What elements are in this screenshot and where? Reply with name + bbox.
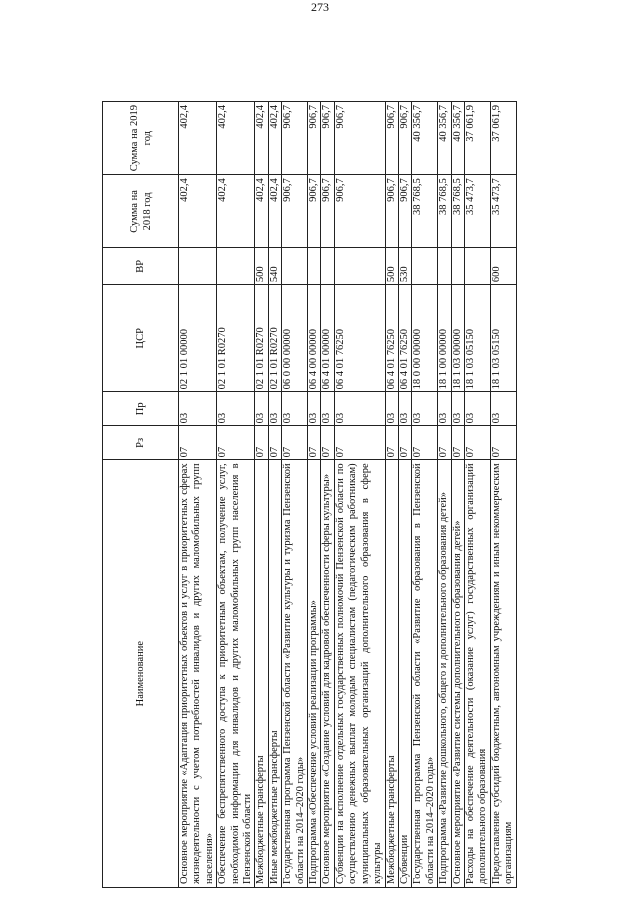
table-row bbox=[438, 102, 451, 888]
pr-cell: 03 bbox=[308, 392, 321, 426]
table-row bbox=[255, 102, 268, 888]
vr-cell: 500 bbox=[385, 248, 398, 285]
csr-cell: 18 1 03 00000 bbox=[451, 285, 464, 392]
sum-2018-cell: 38 768,5 bbox=[412, 175, 438, 248]
vr-cell bbox=[451, 248, 464, 285]
sum-2018-cell: 38 768,5 bbox=[438, 175, 451, 248]
pr-cell: 03 bbox=[464, 392, 490, 426]
pr-cell: 03 bbox=[438, 392, 451, 426]
csr-cell: 06 4 01 00000 bbox=[321, 285, 334, 392]
header-csr: ЦСР bbox=[103, 285, 179, 392]
sum-2019-cell: 37 061,9 bbox=[490, 102, 516, 175]
csr-cell: 18 1 03 05150 bbox=[490, 285, 516, 392]
table-row bbox=[268, 102, 281, 888]
sum-2018-cell: 35 473,7 bbox=[490, 175, 516, 248]
name-cell: Обеспечение беспрепятственного доступа к приоритетным объектам, получение услуг, необходимой информации для инвалидов и других маломобильных групп населения в Пензенской области bbox=[217, 460, 255, 888]
sum-2018-cell: 35 473,7 bbox=[464, 175, 490, 248]
sum-2018-cell: 906,7 bbox=[282, 175, 308, 248]
rz-cell: 07 bbox=[217, 426, 255, 460]
table-row bbox=[464, 102, 490, 888]
vr-cell: 600 bbox=[490, 248, 516, 285]
sum-2018-cell: 906,7 bbox=[334, 175, 385, 248]
sum-2019-cell: 40 356,7 bbox=[451, 102, 464, 175]
vr-cell bbox=[464, 248, 490, 285]
table-row bbox=[385, 102, 398, 888]
header-row bbox=[103, 102, 179, 888]
sum-2018-cell: 402,4 bbox=[268, 175, 281, 248]
name-cell: Подпрограмма «Обеспечение условий реализации программы» bbox=[308, 460, 321, 888]
vr-cell: 530 bbox=[398, 248, 411, 285]
rz-cell: 07 bbox=[179, 426, 217, 460]
pr-cell: 03 bbox=[451, 392, 464, 426]
header-sum-2019: Сумма на 2019 год bbox=[103, 102, 179, 175]
csr-cell: 06 4 01 76250 bbox=[334, 285, 385, 392]
pr-cell: 03 bbox=[282, 392, 308, 426]
vr-cell bbox=[308, 248, 321, 285]
page-number: 273 bbox=[311, 0, 329, 14]
rz-cell: 07 bbox=[451, 426, 464, 460]
sum-2018-cell: 906,7 bbox=[308, 175, 321, 248]
pr-cell: 03 bbox=[179, 392, 217, 426]
budget-table bbox=[102, 101, 517, 888]
sum-2018-cell: 906,7 bbox=[385, 175, 398, 248]
csr-cell: 02 1 01 00000 bbox=[179, 285, 217, 392]
sum-2019-cell: 906,7 bbox=[321, 102, 334, 175]
sum-2018-cell: 906,7 bbox=[398, 175, 411, 248]
sum-2018-cell: 402,4 bbox=[217, 175, 255, 248]
vr-cell bbox=[438, 248, 451, 285]
name-cell: Субвенции bbox=[398, 460, 411, 888]
rz-cell: 07 bbox=[438, 426, 451, 460]
sum-2019-cell: 906,7 bbox=[334, 102, 385, 175]
sum-2019-cell: 906,7 bbox=[308, 102, 321, 175]
rz-cell: 07 bbox=[255, 426, 268, 460]
name-cell: Субвенции на исполнение отдельных государственных полномочий Пензенской области по осуществлению денежных выплат молодым специалистам (педагогическим работникам) муниципальных образовательных организаций дополнительного образования в сфере культуры bbox=[334, 460, 385, 888]
name-cell: Подпрограмма «Развитие дошкольного, общего и дополнительного образования детей» bbox=[438, 460, 451, 888]
pr-cell: 03 bbox=[321, 392, 334, 426]
csr-cell: 18 1 03 05150 bbox=[464, 285, 490, 392]
table-row bbox=[334, 102, 385, 888]
rz-cell: 07 bbox=[321, 426, 334, 460]
sum-2018-cell: 906,7 bbox=[321, 175, 334, 248]
name-cell: Межбюджетные трансферты bbox=[255, 460, 268, 888]
sum-2019-cell: 40 356,7 bbox=[412, 102, 438, 175]
table-row bbox=[451, 102, 464, 888]
vr-cell bbox=[412, 248, 438, 285]
sum-2019-cell: 906,7 bbox=[385, 102, 398, 175]
table-row bbox=[282, 102, 308, 888]
name-cell: Межбюджетные трансферты bbox=[385, 460, 398, 888]
vr-cell bbox=[179, 248, 217, 285]
sum-2019-cell: 906,7 bbox=[398, 102, 411, 175]
csr-cell: 02 1 01 R0270 bbox=[255, 285, 268, 392]
header-pr: Пр bbox=[103, 392, 179, 426]
rz-cell: 07 bbox=[308, 426, 321, 460]
pr-cell: 03 bbox=[398, 392, 411, 426]
table-row bbox=[412, 102, 438, 888]
table-row bbox=[308, 102, 321, 888]
vr-cell bbox=[334, 248, 385, 285]
header-vr: ВР bbox=[103, 248, 179, 285]
rz-cell: 07 bbox=[412, 426, 438, 460]
csr-cell: 18 0 00 00000 bbox=[412, 285, 438, 392]
sum-2018-cell: 38 768,5 bbox=[451, 175, 464, 248]
rz-cell: 07 bbox=[398, 426, 411, 460]
header-name: Наименование bbox=[103, 460, 179, 888]
table-row bbox=[490, 102, 516, 888]
sum-2019-cell: 402,4 bbox=[179, 102, 217, 175]
name-cell: Предоставление субсидий бюджетным, автономным учреждениям и иным некоммерческим организациям bbox=[490, 460, 516, 888]
table-row bbox=[398, 102, 411, 888]
name-cell: Основное мероприятие «Создание условий для кадровой обеспеченности сферы культуры» bbox=[321, 460, 334, 888]
name-cell: Иные межбюджетные трансферты bbox=[268, 460, 281, 888]
csr-cell: 02 1 01 R0270 bbox=[268, 285, 281, 392]
csr-cell: 18 1 00 00000 bbox=[438, 285, 451, 392]
name-cell: Основное мероприятие «Развитие системы дополнительного образования детей» bbox=[451, 460, 464, 888]
csr-cell: 02 1 01 R0270 bbox=[217, 285, 255, 392]
pr-cell: 03 bbox=[490, 392, 516, 426]
table-row bbox=[217, 102, 255, 888]
table-body bbox=[179, 102, 517, 888]
name-cell: Основное мероприятие «Адаптация приоритетных объектов и услуг в приоритетных сферах жизнедеятельности с учетом потребностей инвалидов и других маломобильных групп населения» bbox=[179, 460, 217, 888]
header-sum-2018: Сумма на 2018 год bbox=[103, 175, 179, 248]
name-cell: Государственная программа Пензенской области «Развитие культуры и туризма Пензенской области на 2014–2020 годы» bbox=[282, 460, 308, 888]
rz-cell: 07 bbox=[464, 426, 490, 460]
csr-cell: 06 0 00 00000 bbox=[282, 285, 308, 392]
sum-2019-cell: 402,4 bbox=[255, 102, 268, 175]
sum-2018-cell: 402,4 bbox=[255, 175, 268, 248]
rotated-table-area bbox=[102, 101, 560, 888]
vr-cell: 500 bbox=[255, 248, 268, 285]
vr-cell bbox=[321, 248, 334, 285]
pr-cell: 03 bbox=[334, 392, 385, 426]
pr-cell: 03 bbox=[385, 392, 398, 426]
rz-cell: 07 bbox=[334, 426, 385, 460]
pr-cell: 03 bbox=[268, 392, 281, 426]
table-row bbox=[321, 102, 334, 888]
sum-2018-cell: 402,4 bbox=[179, 175, 217, 248]
name-cell: Расходы на обеспечение деятельности (оказание услуг) государственных организаций дополнительного образования bbox=[464, 460, 490, 888]
vr-cell bbox=[217, 248, 255, 285]
sum-2019-cell: 402,4 bbox=[217, 102, 255, 175]
pr-cell: 03 bbox=[217, 392, 255, 426]
header-rz: Рз bbox=[103, 426, 179, 460]
vr-cell bbox=[282, 248, 308, 285]
csr-cell: 06 4 01 76250 bbox=[398, 285, 411, 392]
table-row bbox=[179, 102, 217, 888]
pr-cell: 03 bbox=[412, 392, 438, 426]
rz-cell: 07 bbox=[268, 426, 281, 460]
sum-2019-cell: 40 356,7 bbox=[438, 102, 451, 175]
csr-cell: 06 4 00 00000 bbox=[308, 285, 321, 392]
name-cell: Государственная программа Пензенской области «Развитие образования в Пензенской области на 2014–2020 годы» bbox=[412, 460, 438, 888]
rz-cell: 07 bbox=[385, 426, 398, 460]
sum-2019-cell: 37 061,9 bbox=[464, 102, 490, 175]
sum-2019-cell: 402,4 bbox=[268, 102, 281, 175]
rz-cell: 07 bbox=[282, 426, 308, 460]
rz-cell: 07 bbox=[490, 426, 516, 460]
pr-cell: 03 bbox=[255, 392, 268, 426]
csr-cell: 06 4 01 76250 bbox=[385, 285, 398, 392]
sum-2019-cell: 906,7 bbox=[282, 102, 308, 175]
vr-cell: 540 bbox=[268, 248, 281, 285]
